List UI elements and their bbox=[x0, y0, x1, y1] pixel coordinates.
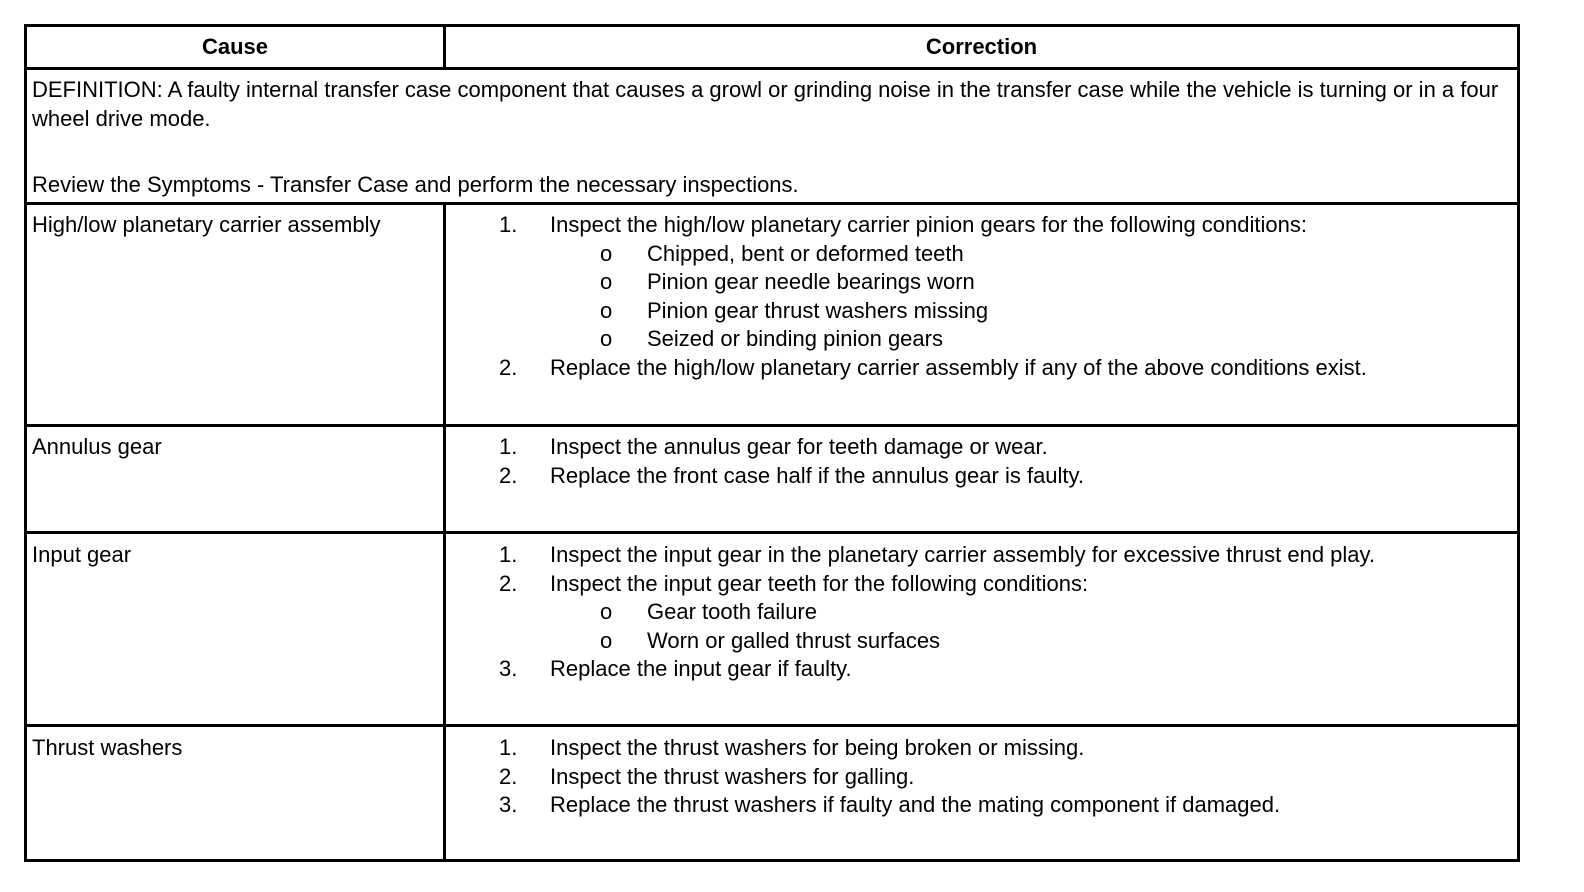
list-item: 3. Replace the input gear if faulty. bbox=[499, 656, 852, 681]
sub-item: o Worn or galled thrust surfaces bbox=[600, 627, 941, 653]
cause-cell: Annulus gear bbox=[32, 434, 162, 459]
list-item: 1. Inspect the thrust washers for being broken or missing. bbox=[499, 735, 1085, 760]
list-item: 1. Inspect the input gear in the planetary carrier assembly for excessive thrust end play. bbox=[499, 542, 1376, 567]
column-divider bbox=[443, 27, 446, 67]
list-item: 1. Inspect the annulus gear for teeth damage or wear. bbox=[499, 434, 1048, 459]
header-correction: Correction bbox=[925, 34, 1038, 59]
cause-cell: Input gear bbox=[32, 542, 132, 567]
diagnostic-table bbox=[24, 24, 1520, 862]
row-divider bbox=[27, 424, 1517, 427]
sub-item: o Chipped, bent or deformed teeth bbox=[600, 240, 964, 266]
row-divider bbox=[27, 67, 1517, 70]
correction-cell bbox=[447, 433, 1084, 490]
correction-cell bbox=[447, 541, 1375, 684]
correction-cell bbox=[447, 211, 1367, 382]
correction-cell bbox=[447, 734, 1280, 820]
list-item: 2. Replace the high/low planetary carrier assembly if any of the above conditions exist. bbox=[499, 354, 1367, 380]
sub-item: o Pinion gear needle bearings worn bbox=[600, 269, 975, 294]
sub-item: o Pinion gear thrust washers missing bbox=[600, 297, 989, 323]
cause-cell: Thrust washers bbox=[32, 735, 183, 760]
definition-block bbox=[32, 76, 1502, 200]
row-divider bbox=[27, 202, 1517, 205]
definition-text: DEFINITION: A faulty internal transfer case component that causes a growl or grinding noise in the transfer case while the vehicle is turning or in a four wheel drive mode. bbox=[32, 77, 1499, 131]
list-item: 1. Inspect the high/low planetary carrier pinion gears for the following conditions: o Chipped, bent or deformed teeth o Pinion gear needle bearings worn o Pinion gear thrust washers missing o Seized or binding pinion gears bbox=[447, 211, 1367, 354]
list-item: 2. Inspect the input gear teeth for the following conditions: o Gear tooth failure o Worn or galled thrust surfaces bbox=[447, 570, 1375, 656]
list-item: 2. Inspect the thrust washers for galling. bbox=[499, 763, 915, 789]
list-item: 3. Replace the thrust washers if faulty and the mating component if damaged. bbox=[499, 792, 1281, 817]
sub-item: o Gear tooth failure bbox=[600, 599, 817, 624]
cause-cell: High/low planetary carrier assembly bbox=[32, 212, 381, 237]
definition-review: Review the Symptoms - Transfer Case and perform the necessary inspections. bbox=[32, 172, 799, 197]
header-cause: Cause bbox=[201, 34, 269, 59]
list-item: 2. Replace the front case half if the annulus gear is faulty. bbox=[499, 462, 1085, 488]
sub-item: o Seized or binding pinion gears bbox=[600, 326, 943, 351]
row-divider bbox=[27, 724, 1517, 727]
row-divider bbox=[27, 531, 1517, 534]
